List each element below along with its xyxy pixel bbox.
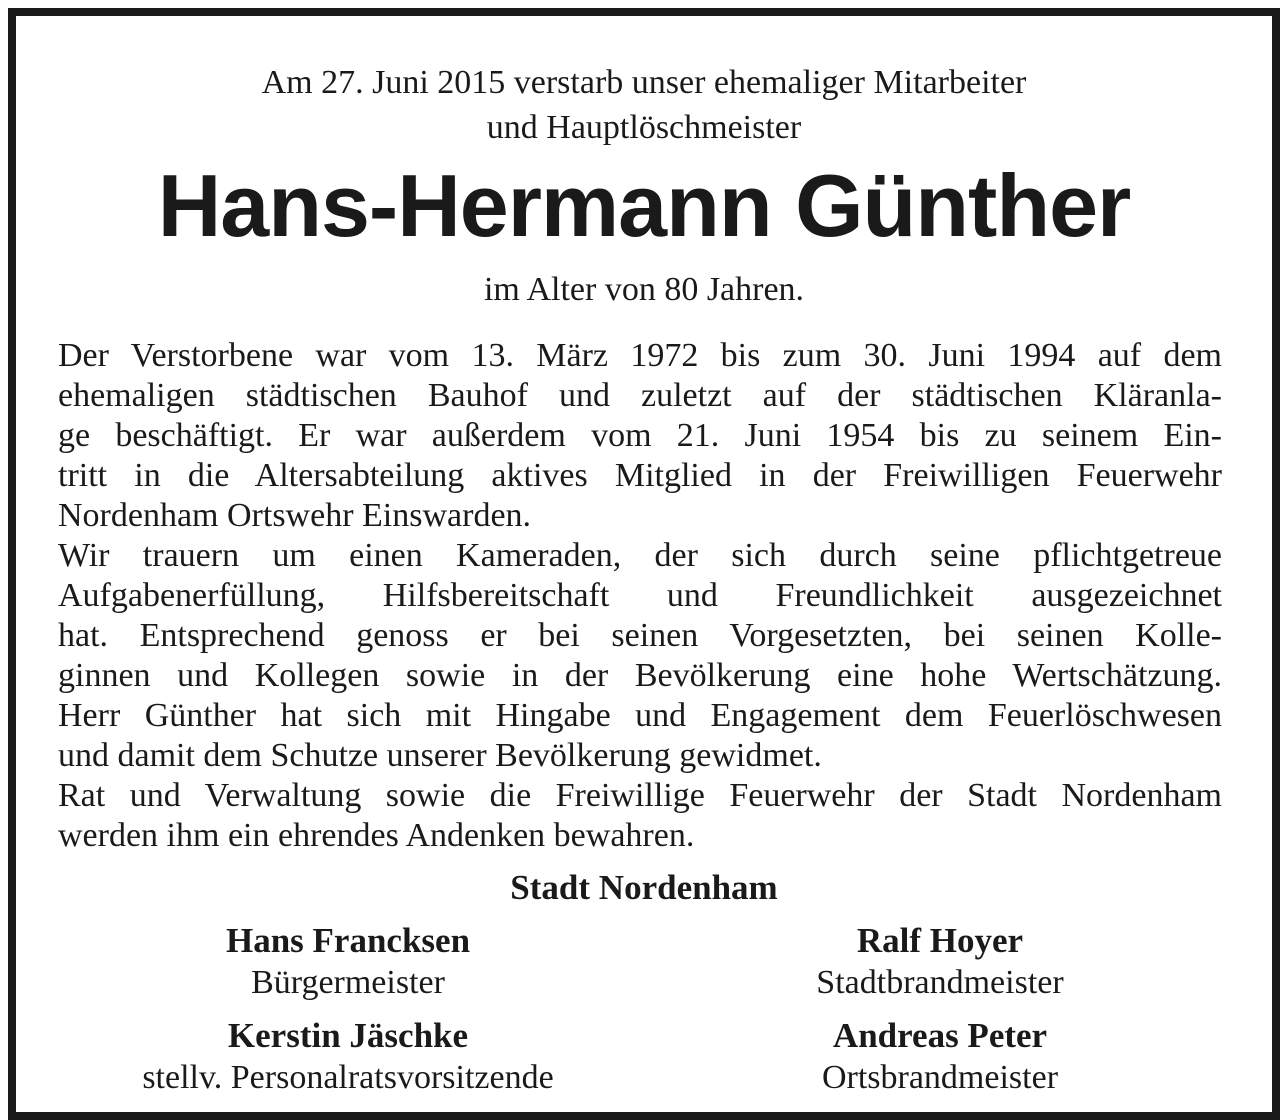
organization-name: Stadt Nordenham (510, 868, 778, 907)
obituary-notice (8, 8, 1280, 1120)
text-line: und damit dem Schutze unserer Bevölkerung gewidmet. (58, 737, 822, 774)
signatory-role: Bürgermeister (251, 964, 445, 1001)
text-line: tritt in die Altersabteilung aktives Mitglied in der Freiwilligen Feuerwehr (58, 457, 1222, 494)
text-line: ge beschäftigt. Er war außerdem vom 21. Juni 1954 bis zu seinem Ein- (58, 417, 1222, 454)
text-line: ginnen und Kollegen sowie in der Bevölkerung eine hohe Wertschätzung. (58, 657, 1222, 694)
text-line: werden ihm ein ehrendes Andenken bewahren. (58, 817, 695, 854)
text-line: Rat und Verwaltung sowie die Freiwillige Feuerwehr der Stadt Nordenham (58, 777, 1222, 814)
text-line: ehemaligen städtischen Bauhof und zuletzt auf der städtischen Kläranla- (58, 377, 1222, 414)
signatory-name: Ralf Hoyer (856, 921, 1024, 960)
text-line: hat. Entsprechend genoss er bei seinen Vorgesetzten, bei seinen Kolle- (58, 617, 1222, 654)
paragraph (58, 536, 1222, 776)
intro-line: und Hauptlöschmeister (486, 109, 802, 146)
signatory-name: Hans Francksen (225, 921, 471, 960)
paragraph (58, 336, 1222, 536)
signatory-role: Stadtbrandmeister (816, 964, 1064, 1001)
intro-text (16, 60, 1272, 150)
paragraph (58, 776, 1222, 856)
signatory-role: stellv. Personalratsvorsitzende (142, 1059, 554, 1096)
intro-line: Am 27. Juni 2015 verstarb unser ehemaliger Mitarbeiter (261, 64, 1027, 101)
age-line: im Alter von 80 Jahren. (483, 271, 805, 308)
text-line: Herr Günther hat sich mit Hingabe und Engagement dem Feuerlöschwesen (58, 697, 1222, 734)
obituary-body (58, 336, 1222, 856)
text-line: Aufgabenerfüllung, Hilfsbereitschaft und Freundlichkeit ausgezeichnet (58, 577, 1222, 614)
signatory-name: Kerstin Jäschke (227, 1016, 469, 1055)
text-line: Der Verstorbene war vom 13. März 1972 bis zum 30. Juni 1994 auf dem (58, 337, 1222, 374)
text-line: Wir trauern um einen Kameraden, der sich durch seine pflichtgetreue (58, 537, 1222, 574)
signatory-role: Ortsbrandmeister (821, 1059, 1059, 1096)
deceased-name: Hans-Hermann Günther (157, 156, 1131, 255)
text-line: Nordenham Ortswehr Einswarden. (58, 497, 532, 534)
signatory (68, 1015, 628, 1099)
signatory (68, 920, 628, 1004)
signatory (660, 920, 1220, 1004)
signatory-name: Andreas Peter (832, 1016, 1048, 1055)
signatory (660, 1015, 1220, 1099)
